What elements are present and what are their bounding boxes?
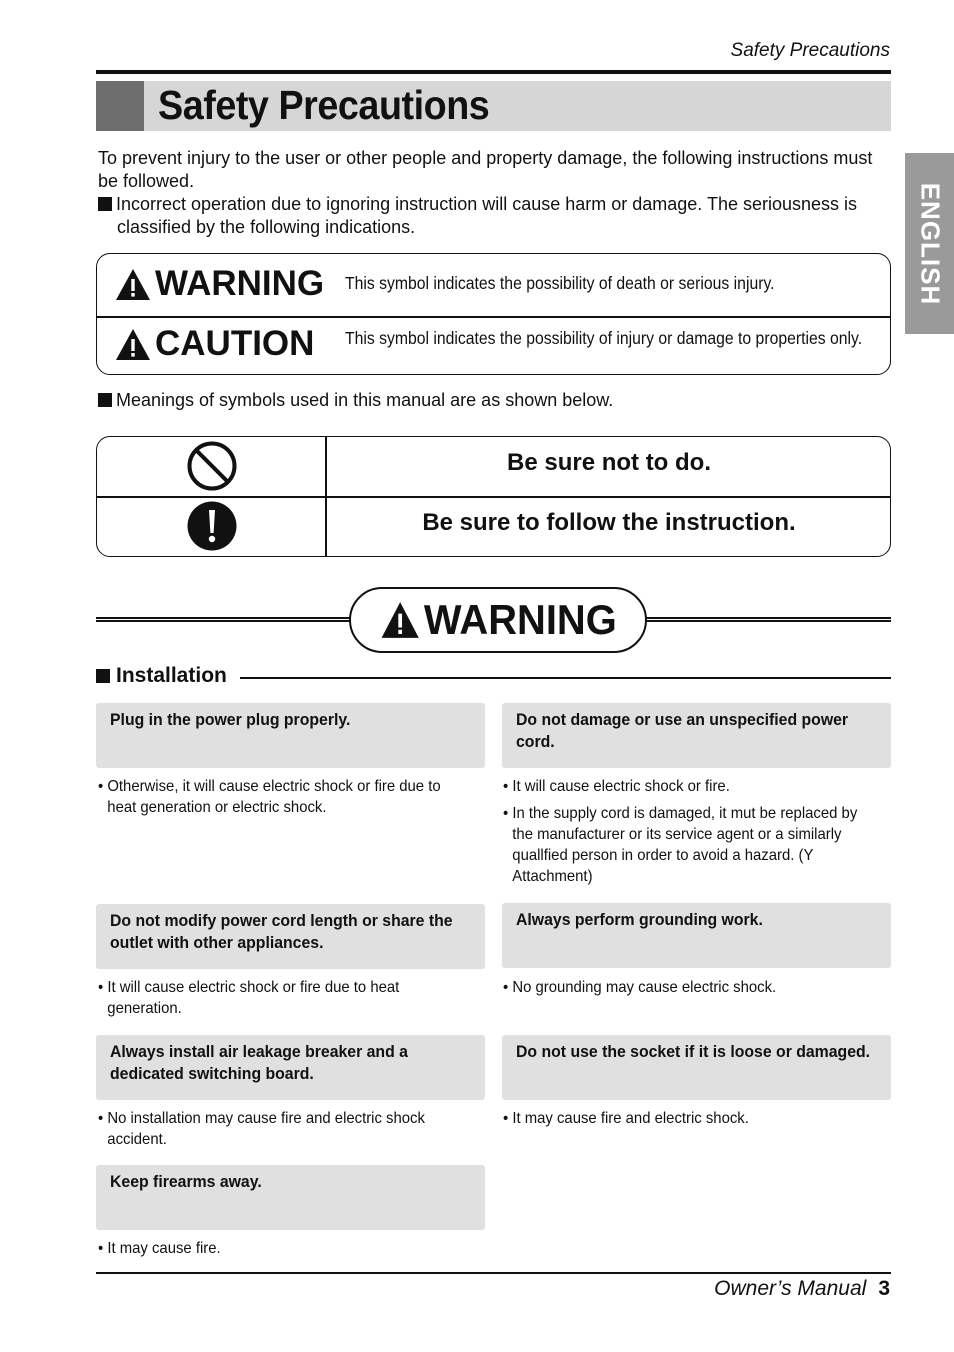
instruction-title: Do not modify power cord length or share the outlet with other appliances. [110, 911, 453, 952]
warning-label-text: WARNING [155, 264, 325, 303]
section-rule [240, 677, 891, 679]
instruction-title: Do not use the socket if it is loose or damaged. [516, 1042, 871, 1061]
meanings-intro [98, 390, 613, 411]
warning-row [97, 254, 890, 314]
caution-description: This symbol indicates the possibility of injury or damage to properties only. [345, 328, 863, 348]
banner-line-left [96, 617, 350, 622]
caution-label [115, 324, 314, 364]
prohibited-icon [187, 441, 237, 491]
title-bar [96, 81, 891, 131]
footer [714, 1277, 890, 1301]
square-bullet-icon [98, 393, 112, 407]
language-tab-label: ENGLISH [915, 182, 945, 305]
note-item: • It will cause electric shock or fire. [503, 778, 730, 795]
exclamation-icon [187, 501, 237, 551]
instruction-card [502, 903, 891, 968]
instruction-notes [98, 776, 483, 824]
symbol-text-prohibited: Be sure not to do. [507, 449, 711, 476]
caution-label-text: CAUTION [155, 324, 315, 363]
instruction-card [96, 1035, 485, 1100]
intro-bullet-text: Incorrect operation due to ignoring instruction will cause harm or damage. The seriousness is classified by the following indications. [116, 194, 858, 237]
instruction-card [96, 904, 485, 969]
square-bullet-icon [96, 669, 110, 683]
footer-rule [96, 1272, 891, 1274]
footer-label: Owner’s Manual [714, 1277, 867, 1300]
note-item: • In the supply cord is damaged, it mut be replaced by the manufacturer or its service agent or a similarly quallfied person in order to avoid a hazard. (Y Attachment) [503, 805, 858, 885]
language-tab [905, 153, 954, 334]
caution-row [97, 316, 890, 376]
note-item: • It will cause electric shock or fire due to heat generation. [98, 979, 400, 1017]
symbols-divider-horizontal [97, 496, 890, 498]
instruction-notes [98, 1108, 483, 1156]
banner-line-right [646, 617, 891, 622]
warning-triangle-icon [115, 268, 151, 301]
instruction-title: Always install air leakage breaker and a dedicated switching board. [110, 1042, 408, 1083]
warning-banner [349, 587, 647, 653]
warning-description: This symbol indicates the possibility of death or serious injury. [345, 273, 775, 293]
instruction-notes [503, 1108, 888, 1135]
square-bullet-icon [98, 197, 112, 211]
instruction-title: Do not damage or use an unspecified power cord. [516, 710, 849, 751]
instruction-card [96, 703, 485, 768]
meanings-text: Meanings of symbols used in this manual are as shown below. [116, 390, 614, 410]
instruction-card [502, 703, 891, 768]
instruction-title: Always perform grounding work. [516, 910, 763, 929]
warning-banner-text: WARNING [423, 596, 617, 643]
instruction-card [96, 1165, 485, 1230]
note-item: • It may cause fire and electric shock. [503, 1110, 749, 1127]
intro [98, 147, 888, 239]
warning-banner-label [380, 596, 617, 644]
indications-box [96, 253, 891, 375]
warning-label [115, 264, 324, 304]
instruction-card [502, 1035, 891, 1100]
note-item: • No grounding may cause electric shock. [503, 979, 777, 996]
header-rule [96, 70, 891, 74]
page-number: 3 [878, 1277, 890, 1300]
intro-paragraph: To prevent injury to the user or other people and property damage, the following instructions must be followed. [98, 148, 873, 191]
intro-bullet [98, 193, 888, 239]
instruction-notes [503, 977, 888, 1004]
symbol-text-exclamation: Be sure to follow the instruction. [422, 509, 796, 536]
warning-triangle-icon [380, 601, 420, 639]
note-item: • It may cause fire. [98, 1240, 221, 1257]
section-heading [96, 664, 235, 688]
caution-triangle-icon [115, 328, 151, 361]
note-item: • Otherwise, it will cause electric shock or fire due to heat generation or electric shock. [98, 778, 441, 816]
note-item: • No installation may cause fire and electric shock accident. [98, 1110, 425, 1148]
title-block [96, 81, 144, 131]
symbols-table [96, 436, 891, 557]
section-heading-text: Installation [116, 664, 227, 687]
instruction-title: Plug in the power plug properly. [110, 710, 351, 729]
instruction-title: Keep firearms away. [110, 1172, 262, 1191]
instruction-notes [98, 1238, 483, 1265]
instruction-notes [503, 776, 888, 893]
instruction-notes [98, 977, 483, 1025]
page-title: Safety Precautions [158, 82, 490, 128]
running-header: Safety Precautions [730, 40, 890, 61]
